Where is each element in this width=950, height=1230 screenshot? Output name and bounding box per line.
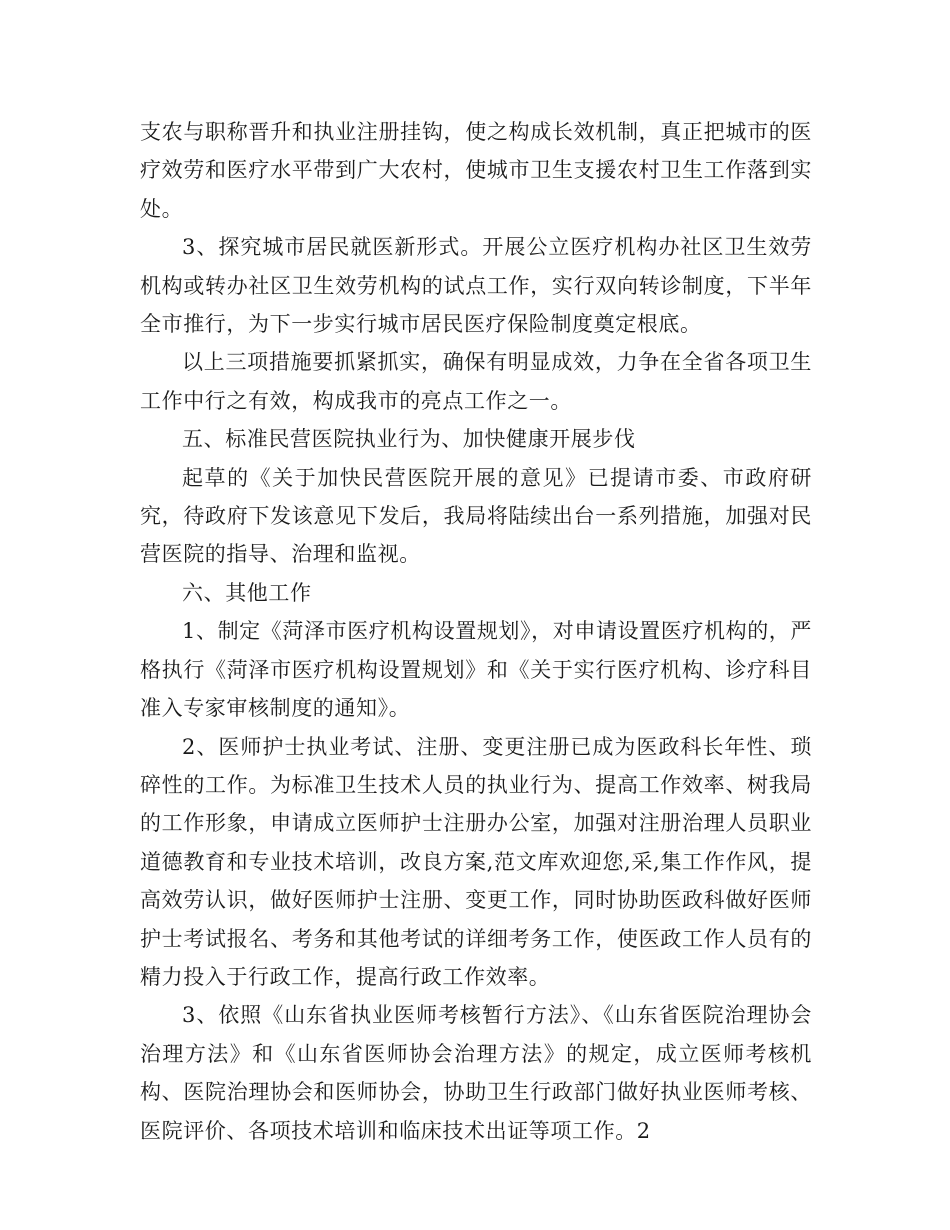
paragraph-item-1-planning: 1、制定《菏泽市医疗机构设置规划》，对申请设置医疗机构的，严格执行《菏泽市医疗机构设置规划》和《关于实行医疗机构、诊疗科目准入专家审核制度的通知》。 [140, 619, 812, 721]
document-body [140, 113, 812, 1150]
section-heading-six: 六、其他工作 [182, 580, 312, 605]
section-heading-five: 五、标准民营医院执业行为、加快健康开展步伐 [182, 427, 636, 452]
paragraph-item-2-registration: 2、医师护士执业考试、注册、变更注册已成为医政科长年性、琐碎性的工作。为标准卫生技术人员的执业行为、提高工作效率、树我局的工作形象，申请成立医师护士注册办公室，加强对注册治理人员职业道德教育和专业技术培训，改良方案,范文库欢迎您,采,集工作作风，提高效劳认识，做好医师护士注册、变更工作，同时协助医政科做好医师护士考试报名、考务和其他考试的详细考务工作，使医政工作人员有的精力投入于行政工作，提高行政工作效率。 [140, 734, 812, 989]
paragraph-summary: 以上三项措施要抓紧抓实，确保有明显成效，力争在全省各项卫生工作中行之有效，构成我市的亮点工作之一。 [140, 350, 812, 413]
paragraph-item-3-assessment: 3、依照《山东省执业医师考核暂行方法》、《山东省医院治理协会治理方法》和《山东省医师协会治理方法》的规定，成立医师考核机构、医院治理协会和医师协会，协助卫生行政部门做好执业医师考核、医院评价、各项技术培训和临床技术出证等项工作。2 [140, 1003, 812, 1143]
paragraph-private-hospitals: 起草的《关于加快民营医院开展的意见》已提请市委、市政府研究，待政府下发该意见下发后，我局将陆续出台一系列措施，加强对民营医院的指导、治理和监视。 [140, 465, 812, 567]
paragraph-item-3-city-medical: 3、探究城市居民就医新形式。开展公立医疗机构办社区卫生效劳机构或转办社区卫生效劳机构的试点工作，实行双向转诊制度，下半年全市推行，为下一步实行城市居民医疗保险制度奠定根底。 [140, 235, 812, 337]
paragraph-continuation: 支农与职称晋升和执业注册挂钩，使之构成长效机制，真正把城市的医疗效劳和医疗水平带到广大农村，使城市卫生支援农村卫生工作落到实处。 [140, 120, 812, 221]
